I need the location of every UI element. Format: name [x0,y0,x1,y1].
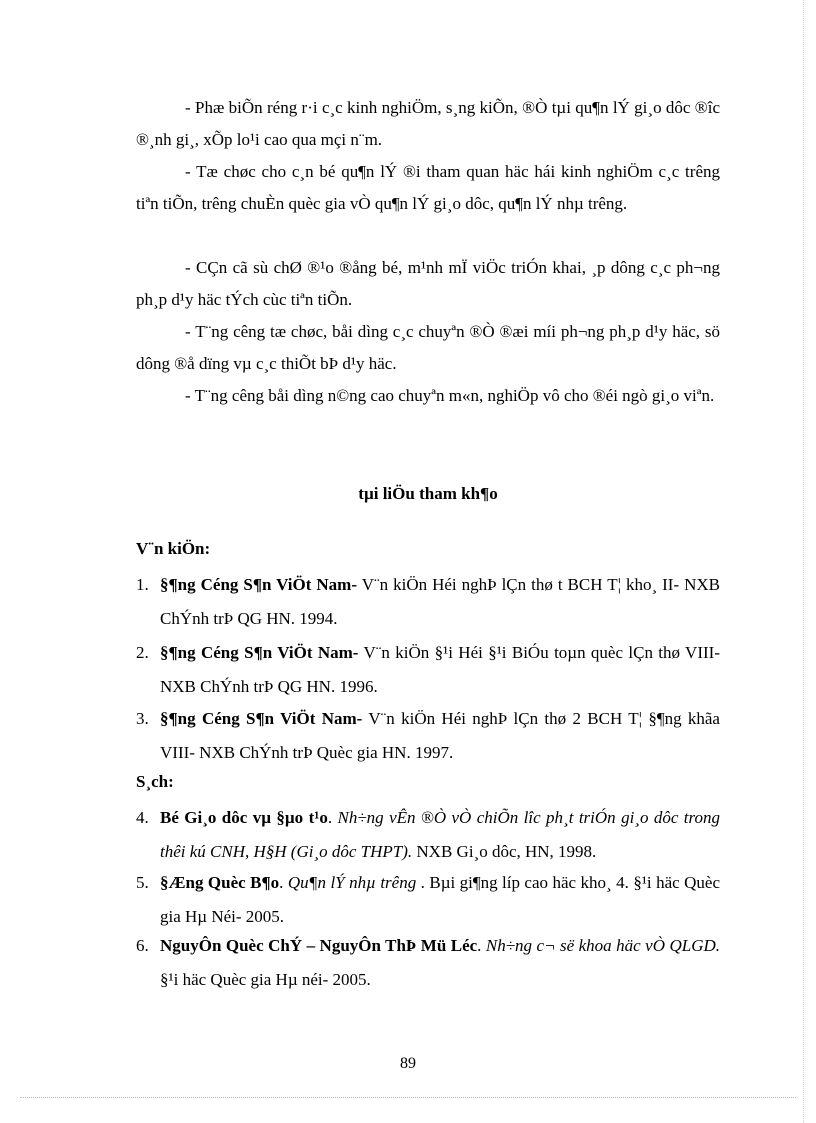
reference-number: 3. [136,709,149,728]
reference-number: 4. [136,808,149,827]
body-paragraph: - T¨ng cêng tæ chøc, båi dìng c¸c chuyªn ®Ò ®æi míi ph¬ng ph¸p d¹y häc, sö dông ®å dïng vµ c¸c thiÕt bÞ d¹y häc. [136,322,720,373]
page-number: 89 [400,1055,416,1072]
reference-author: NguyÔn Quèc ChÝ – NguyÔn ThÞ Mü Léc [160,936,478,955]
reference-item [136,866,720,934]
reference-item [136,636,720,704]
reference-text: V¨n kiÖn Héi nghÞ lÇn thø t BCH T¦ kho¸ II- NXB ChÝnh trÞ QG HN. 1994. [160,575,720,628]
reference-number: 6. [136,936,149,955]
body-paragraph: - Phæ biÕn réng r·i c¸c kinh nghiÖm, s¸ng kiÕn, ®Ò tµi qu¶n lÝ gi¸o dôc ®îc ®¸nh gi¸, xÕp lo¹i cao qua mçi n¨m. [136,98,720,149]
reference-author: §¶ng Céng S¶n ViÖt Nam- [160,575,358,594]
reference-author: §¶ng Céng S¶n ViÖt Nam- [160,643,359,662]
reference-item [136,929,720,997]
reference-separator: . [327,808,338,827]
reference-number: 5. [136,873,149,892]
reference-text: §¹i häc Quèc gia Hµ néi- 2005. [160,970,371,989]
body-paragraph: - Tæ chøc cho c¸n bé qu¶n lÝ ®i tham quan häc hái kinh nghiÖm c¸c trêng tiªn tiÕn, trêng chuÈn quèc gia vÒ qu¶n lÝ gi¸o dôc, qu¶n lÝ nhµ trêng. [136,162,720,213]
documents-section-label: V¨n kiÖn: [136,539,211,558]
body-paragraph: - CÇn cã sù chØ ®¹o ®ång bé, m¹nh mÏ viÖc triÓn khai, ¸p dông c¸c ph¬ng ph¸p d¹y häc tÝch cùc tiªn tiÕn. [136,258,720,309]
references-title: tµi liÖu tham kh¶o [358,484,498,503]
reference-text: NXB Gi¸o dôc, HN, 1998. [412,842,597,861]
reference-item [136,702,720,770]
reference-item [136,801,720,869]
page-bottom-border [20,1097,796,1098]
reference-title: Nh÷ng c¬ së khoa häc vÒ QLGD. [485,936,720,955]
reference-text: V¨n kiÖn Héi nghÞ lÇn thø 2 BCH T¦ §¶ng khãa VIII- NXB ChÝnh trÞ Quèc gia HN. 1997. [160,709,720,762]
reference-title: Nh÷ng vÊn ®Ò vÒ chiÕn lîc ph¸t triÓn gi¸o dôc trong thêi kú CNH, H§H (Gi¸o dôc THPT). [160,808,721,861]
page-right-border [803,0,804,1123]
reference-title: Qu¶n lÝ nhµ trêng [287,873,417,892]
reference-text: V¨n kiÖn §¹i Héi §¹i BiÓu toµn quèc lÇn thø VIII- NXB ChÝnh trÞ QG HN. 1996. [160,643,720,696]
reference-number: 1. [136,575,149,594]
reference-author: Bé Gi¸o dôc vµ §µo t¹o [160,808,328,827]
reference-separator: . [279,873,288,892]
reference-item [136,568,720,636]
books-section-label: S¸ch: [136,772,174,791]
reference-number: 2. [136,643,149,662]
body-paragraph: - T¨ng cêng båi dìng n©ng cao chuyªn m«n, nghiÖp vô cho ®éi ngò gi¸o viªn. [185,386,715,405]
reference-author: §Æng Quèc B¶o [160,873,280,892]
reference-separator: . [477,936,486,955]
reference-text: . Bµi gi¶ng líp cao häc kho¸ 4. §¹i häc Quèc gia Hµ Néi- 2005. [160,873,720,926]
reference-author: §¶ng Céng S¶n ViÖt Nam- [160,709,363,728]
